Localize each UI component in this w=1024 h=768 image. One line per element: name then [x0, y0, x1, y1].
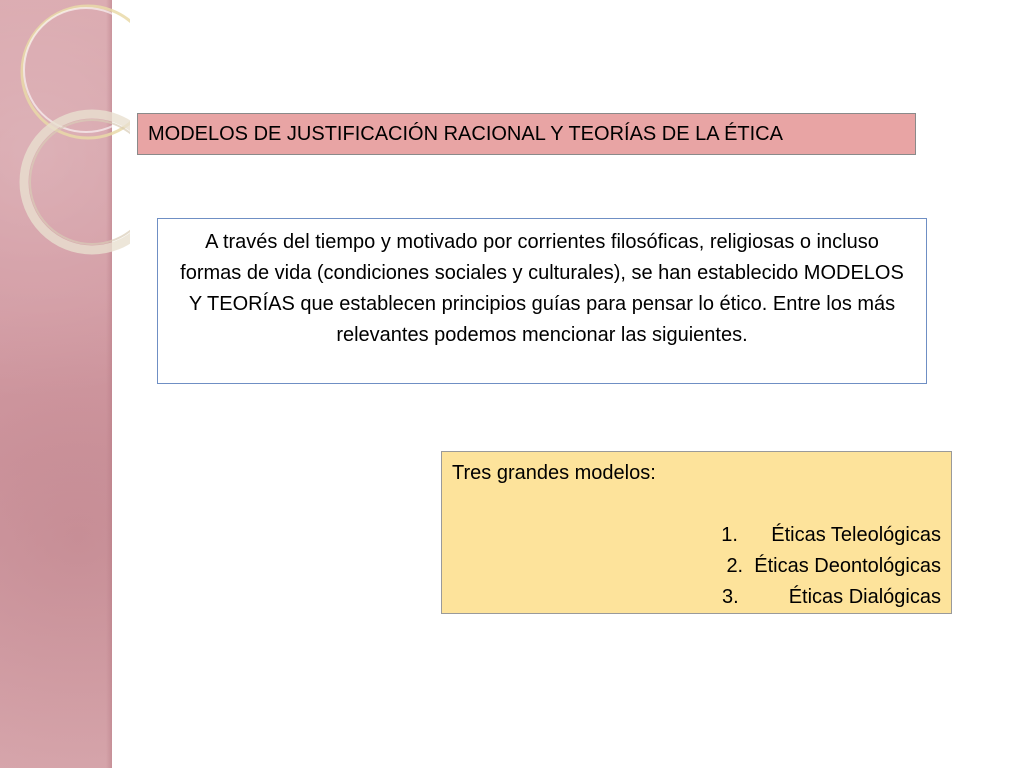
blank-line: [452, 489, 941, 520]
decorative-circles: [0, 0, 130, 300]
models-heading: Tres grandes modelos:: [452, 462, 656, 484]
models-box: [441, 451, 952, 614]
slide-title: MODELOS DE JUSTIFICACIÓN RACIONAL Y TEORÍAS DE LA ÉTICA: [137, 113, 916, 155]
list-item: 3. Éticas Dialógicas: [722, 586, 941, 608]
list-item: 1. Éticas Teleológicas: [721, 524, 941, 546]
models-list: [452, 520, 941, 613]
list-item: 2. Éticas Deontológicas: [726, 555, 941, 577]
intro-paragraph: A través del tiempo y motivado por corrientes filosóficas, religiosas o incluso formas de vida (condiciones sociales y culturales), se han establecido MODELOS Y TEORÍAS que establecen principios guías para pensar lo ético. Entre los más relevantes podemos mencionar las siguientes.: [157, 218, 927, 384]
